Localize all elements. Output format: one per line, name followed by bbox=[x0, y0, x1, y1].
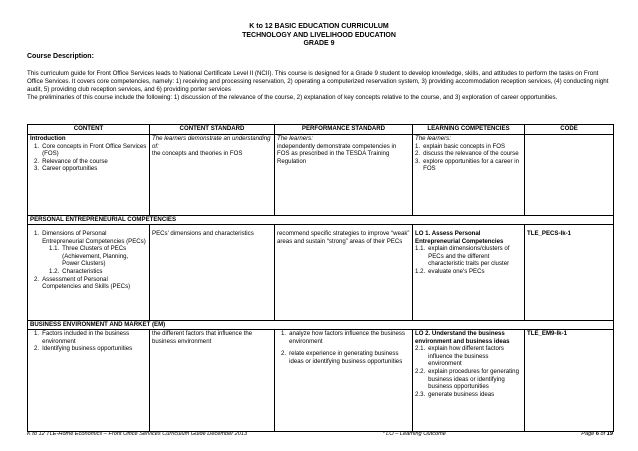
list-item-number: 1.1. bbox=[415, 245, 426, 253]
pec-cs-text: PECs' dimensions and characteristics bbox=[152, 230, 254, 237]
list-item bbox=[277, 330, 410, 345]
list-item-text: analyze how factors influence the business environment bbox=[289, 330, 405, 345]
list-item-text: explain dimensions/clusters of PECs and the different characteristic traits per cluster bbox=[428, 245, 510, 268]
bem-performance-standard-cell bbox=[275, 330, 413, 432]
bem-section-title: BUSINESS ENVIRONMENT AND MARKET (EM) bbox=[28, 321, 614, 330]
intro-code-cell bbox=[525, 135, 614, 216]
list-item bbox=[415, 245, 522, 268]
list-item-text: Career opportunities bbox=[42, 165, 98, 173]
bem-learning-competencies-cell bbox=[413, 330, 525, 432]
course-description bbox=[27, 70, 613, 102]
section-row-pec bbox=[28, 216, 614, 225]
col-header-content-standard: CONTENT STANDARD bbox=[150, 125, 275, 135]
list-item-number: 2. bbox=[34, 275, 40, 283]
intro-ps-text: independently demonstrate competencies in FOS as prescribed in the TESDA Training Regulation bbox=[277, 142, 397, 165]
list-item bbox=[415, 391, 522, 399]
curriculum-table bbox=[27, 124, 614, 432]
list-item-number: 2. bbox=[415, 150, 421, 158]
list-item-number: 2. bbox=[34, 345, 40, 353]
list-item bbox=[30, 268, 147, 276]
list-item-text: relate experience in generating business ideas or identifying business opportunities bbox=[289, 350, 403, 365]
table-row bbox=[28, 330, 614, 432]
page-footer bbox=[27, 431, 613, 437]
table-row bbox=[28, 225, 614, 321]
pec-code: TLE_PECS-Ik-1 bbox=[527, 230, 572, 237]
header-line-3: GRADE 9 bbox=[303, 40, 335, 47]
list-item-number: 1.1. bbox=[49, 245, 60, 253]
pec-code-cell bbox=[525, 225, 614, 321]
course-description-label: Course Description: bbox=[27, 53, 94, 60]
list-item-text: explain basic concepts in FOS bbox=[423, 142, 506, 150]
bem-code-cell bbox=[525, 330, 614, 432]
table-header-row bbox=[28, 125, 614, 135]
intro-performance-standard-cell bbox=[275, 135, 413, 216]
list-item-text: Assessment of Personal Competencies and Skills (PECs) bbox=[42, 275, 131, 291]
bem-cs-text: the different factors that influence the business environment bbox=[152, 330, 253, 345]
description-paragraph-2: The preliminaries of this course include the following: 1) discussion of the relevance of the course, 2) explanation of key concepts relative to the course, and 3) exploration of career opportunities. bbox=[27, 94, 558, 102]
list-item-number: 1. bbox=[34, 142, 40, 150]
list-item-number: 1. bbox=[281, 330, 287, 337]
list-item bbox=[30, 276, 147, 291]
section-row-bem bbox=[28, 321, 614, 330]
list-item-text: Characteristics bbox=[62, 267, 103, 275]
list-item bbox=[415, 368, 522, 391]
document-header bbox=[0, 0, 638, 49]
pec-performance-standard-cell bbox=[275, 225, 413, 321]
list-item bbox=[415, 268, 522, 276]
list-item-number: 2. bbox=[34, 157, 40, 165]
list-item-number: 3. bbox=[34, 165, 40, 173]
footer-left: K to 12 TLE-Home Economics – Front Office Services Curriculum Guide December 2013 bbox=[27, 431, 248, 437]
table-row bbox=[28, 135, 614, 216]
intro-ps-intro: The learners: bbox=[277, 135, 313, 142]
list-item bbox=[30, 330, 147, 345]
list-item-number: 2.2. bbox=[415, 367, 426, 375]
col-header-learning-competencies: LEARNING COMPETENCIES bbox=[413, 125, 525, 135]
col-header-code: CODE bbox=[525, 125, 614, 135]
intro-learning-competencies-cell bbox=[413, 135, 525, 216]
list-item-number: 1. bbox=[34, 230, 40, 237]
intro-content-standard-cell bbox=[150, 135, 275, 216]
list-item-number: 3. bbox=[415, 157, 421, 165]
bem-lo-heading: LO 2. Understand the business environment and business ideas bbox=[415, 330, 510, 345]
pec-lo-heading: LO 1. Assess Personal Entrepreneurial Competencies bbox=[415, 230, 504, 245]
bem-content-list bbox=[30, 330, 147, 353]
list-item-text: Dimensions of Personal Entrepreneurial Competencies (PECs) bbox=[42, 230, 146, 245]
col-header-performance-standard: PERFORMANCE STANDARD bbox=[275, 125, 413, 135]
list-item bbox=[415, 143, 522, 151]
footer-middle: * LO – Learning Outcome bbox=[382, 431, 446, 437]
list-item-number: 2. bbox=[281, 350, 287, 358]
bem-code: TLE_EM9-Ik-1 bbox=[527, 330, 567, 337]
list-item-number: 1. bbox=[415, 142, 421, 150]
pec-section-title: PERSONAL ENTREPRENEURIAL COMPETENCIES bbox=[28, 216, 614, 225]
header-line-1: K to 12 BASIC EDUCATION CURRICULUM bbox=[249, 23, 389, 30]
list-item-text: explain how different factors influence the business environment bbox=[428, 345, 504, 368]
list-item bbox=[30, 230, 147, 245]
pec-content-cell bbox=[28, 225, 150, 321]
list-item-number: 2.1. bbox=[415, 345, 426, 353]
list-item-number: 2.3. bbox=[415, 390, 426, 398]
list-item-text: explain procedures for generating business ideas or identifying business opportunities bbox=[428, 367, 519, 391]
pec-content-list bbox=[30, 230, 147, 291]
list-item-text: Core concepts in Front Office Services (FOS) bbox=[42, 142, 147, 158]
list-item-number: 1.2. bbox=[415, 267, 426, 275]
bem-lc-list bbox=[415, 345, 522, 398]
list-item bbox=[415, 345, 522, 368]
list-item-text: Relevance of the course bbox=[42, 157, 108, 165]
list-item bbox=[30, 143, 147, 158]
pec-lc-list bbox=[415, 245, 522, 275]
list-item bbox=[30, 158, 147, 166]
bem-content-standard-cell bbox=[150, 330, 275, 432]
header-line-2: TECHNOLOGY AND LIVELIHOOD EDUCATION bbox=[242, 31, 396, 39]
list-item bbox=[415, 158, 522, 173]
pec-learning-competencies-cell bbox=[413, 225, 525, 321]
intro-lc-list bbox=[415, 143, 522, 173]
list-item-number: 1.2. bbox=[49, 267, 60, 275]
intro-content-list bbox=[30, 143, 147, 173]
list-item-text: evaluate one's PECs bbox=[428, 267, 485, 275]
page-number: Page 6 of 19 bbox=[581, 431, 613, 437]
intro-cs-intro: The learners demonstrate an understanding of: bbox=[152, 135, 271, 150]
list-item bbox=[30, 165, 147, 173]
list-item-text: discuss the relevance of the course bbox=[423, 150, 519, 158]
col-header-content: CONTENT bbox=[28, 125, 150, 135]
bem-content-cell bbox=[28, 330, 150, 432]
intro-heading: Introduction bbox=[30, 135, 66, 142]
list-item bbox=[30, 345, 147, 353]
list-item bbox=[415, 150, 522, 158]
list-item-number: 1. bbox=[34, 330, 40, 337]
list-item-text: Three Clusters of PECs (Achievement, Planning, Power Clusters) bbox=[62, 245, 129, 268]
list-item-text: Identifying business opportunities bbox=[42, 345, 133, 353]
description-paragraph-1: This curriculum guide for Front Office Services leads to National Certificate Level II (NCII). This course is designed for a Grade 9 student to develop knowledge, skills, and attitudes to perform the tasks on Front Office Services. It covers core competencies, namely: 1) receiving and processing reservation, 2) operating a computerized reservation system, 3) providing accommodation reception services, (4) conducting night audit, 5) providing club reception services, and 6) providing porter services bbox=[27, 70, 609, 94]
bem-ps-list bbox=[277, 330, 410, 365]
list-item bbox=[30, 245, 147, 268]
intro-content-cell bbox=[28, 135, 150, 216]
pec-ps-text: recommend specific strategies to improve “weak” areas and sustain “strong” areas of their PECs bbox=[277, 230, 410, 245]
list-item-text: explore opportunities for a career in FOS bbox=[423, 157, 519, 173]
intro-lc-intro: The learners: bbox=[415, 135, 451, 142]
list-item-text: generate business ideas bbox=[428, 390, 495, 398]
list-item bbox=[277, 350, 410, 365]
intro-cs-text: the concepts and theories in FOS bbox=[152, 150, 243, 158]
pec-content-standard-cell bbox=[150, 225, 275, 321]
list-item-text: Factors included in the business environment bbox=[42, 330, 130, 345]
